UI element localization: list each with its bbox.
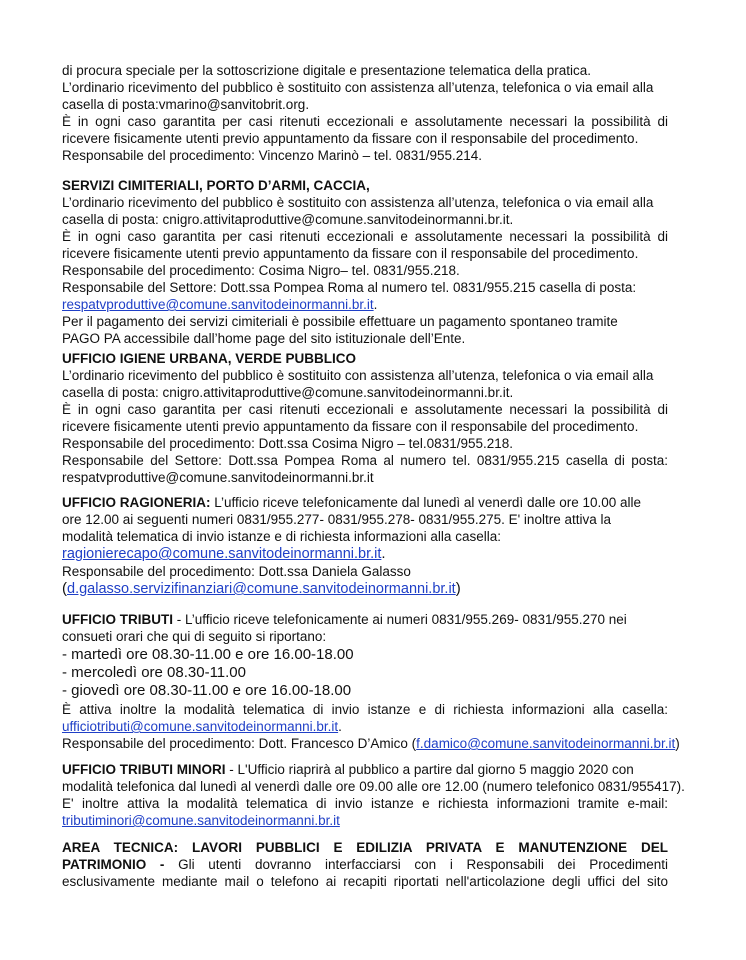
text-line: Per il pagamento dei servizi cimiteriali è possibile effettuare un pagamento spontaneo tramite bbox=[62, 314, 618, 329]
section-heading: SERVIZI CIMITERIALI, PORTO D’ARMI, CACCIA, bbox=[62, 178, 370, 193]
section-heading: UFFICIO IGIENE URBANA, VERDE PUBBLICO bbox=[62, 351, 357, 366]
text-line: È in ogni caso garantita per casi ritenuti eccezionali e assolutamente necessari la possibilità di bbox=[62, 114, 668, 129]
email-line bbox=[62, 296, 377, 313]
section-heading: PATRIMONIO - bbox=[62, 857, 165, 872]
text-line: Responsabile del procedimento: Vincenzo Marinò – tel. 0831/955.214. bbox=[62, 148, 483, 163]
email-link[interactable]: respatvproduttive@comune.sanvitodeinormanni.br.it bbox=[62, 297, 374, 312]
text-line: modalità telematica di invio istanze e di richiesta informazioni alla casella: bbox=[62, 529, 501, 544]
schedule-item: - mercoledì ore 08.30-11.00 bbox=[62, 664, 246, 681]
section-heading: UFFICIO RAGIONERIA: bbox=[62, 495, 211, 510]
punctuation: . bbox=[338, 719, 342, 734]
text-line: E' inoltre attiva la modalità telematica di invio istanze e richiesta informazioni tramite e-mail: bbox=[62, 796, 668, 811]
text-span: L’ufficio riceve telefonicamente dal lunedì al venerdì dalle ore 10.00 alle bbox=[210, 495, 642, 510]
text-line: casella di posta: cnigro.attivitaproduttive@comune.sanvitodeinormanni.br.it. bbox=[62, 212, 514, 227]
text-line bbox=[62, 761, 634, 778]
email-line bbox=[62, 545, 386, 563]
text-line: esclusivamente mediante mail o telefono ai recapiti riportati nell'articolazione degli uffici del sito bbox=[62, 874, 668, 889]
text-span: Gli utenti dovranno interfacciarsi con i Responsabili dei Procedimenti bbox=[164, 857, 668, 872]
punctuation: ) bbox=[675, 736, 680, 751]
text-span: - L’ufficio riceve telefonicamente ai numeri 0831/955.269- 0831/955.270 nei bbox=[173, 612, 627, 627]
schedule-item: - giovedì ore 08.30-11.00 e ore 16.00-18.00 bbox=[62, 682, 352, 699]
text-line: ricevere fisicamente utenti previo appuntamento da fissare con il responsabile del procedimento. bbox=[62, 131, 639, 146]
text-line: di procura speciale per la sottoscrizione digitale e presentazione telematica della pratica. bbox=[62, 63, 592, 78]
email-link[interactable]: d.galasso.servizifinanziari@comune.sanvitodeinormanni.br.it bbox=[67, 581, 456, 597]
text-line: Responsabile del procedimento: Cosima Nigro– tel. 0831/955.218. bbox=[62, 263, 460, 278]
schedule-item: - martedì ore 08.30-11.00 e ore 16.00-18.00 bbox=[62, 646, 354, 663]
email-link[interactable]: tributiminori@comune.sanvitodeinormanni.br.it bbox=[62, 813, 340, 828]
email-link[interactable]: ufficiotributi@comune.sanvitodeinormanni.br.it bbox=[62, 719, 339, 734]
text-line: ricevere fisicamente utenti previo appuntamento da fissare con il responsabile del procedimento. bbox=[62, 246, 639, 261]
text-line: casella di posta:vmarino@sanvitobrit.org. bbox=[62, 97, 310, 112]
text-line: consueti orari che qui di seguito si riportano: bbox=[62, 629, 327, 644]
section-heading: AREA TECNICA: LAVORI PUBBLICI E EDILIZIA PRIVATA E MANUTENZIONE DEL bbox=[62, 840, 668, 855]
text-line: È in ogni caso garantita per casi ritenuti eccezionali e assolutamente necessari la possibilità di bbox=[62, 402, 668, 417]
email-line bbox=[62, 580, 461, 598]
text-line bbox=[62, 494, 641, 511]
email-line bbox=[62, 718, 342, 735]
text-line: casella di posta: cnigro.attivitaproduttive@comune.sanvitodeinormanni.br.it. bbox=[62, 385, 514, 400]
section-heading: UFFICIO TRIBUTI MINORI bbox=[62, 762, 226, 777]
text-line: Responsabile del Settore: Dott.ssa Pompea Roma al numero tel. 0831/955.215 casella di posta: bbox=[62, 280, 637, 295]
text-line: È in ogni caso garantita per casi ritenuti eccezionali e assolutamente necessari la possibilità di bbox=[62, 229, 668, 244]
text-line: Responsabile del procedimento: Dott.ssa Cosima Nigro – tel.0831/955.218. bbox=[62, 436, 514, 451]
text-line: ore 12.00 ai seguenti numeri 0831/955.277- 0831/955.278- 0831/955.275. E' inoltre attiva la bbox=[62, 512, 611, 527]
text-line: Responsabile del Settore: Dott.ssa Pompea Roma al numero tel. 0831/955.215 casella di posta: bbox=[62, 453, 668, 468]
text-line bbox=[62, 735, 680, 752]
email-link[interactable]: f.damico@comune.sanvitodeinormanni.br.it bbox=[416, 736, 676, 751]
text-line: Responsabile del procedimento: Dott.ssa Daniela Galasso bbox=[62, 564, 411, 579]
text-line: L’ordinario ricevimento del pubblico è sostituito con assistenza all’utenza, telefonica o via email alla bbox=[62, 195, 654, 210]
text-line bbox=[62, 856, 668, 873]
email-line bbox=[62, 812, 340, 829]
text-line: ricevere fisicamente utenti previo appuntamento da fissare con il responsabile del procedimento. bbox=[62, 419, 639, 434]
text-line: modalità telefonica dal lunedì al venerdì dalle ore 09.00 alle ore 12.00 (numero telefonico 0831/955417). bbox=[62, 779, 685, 794]
punctuation: ) bbox=[455, 580, 461, 597]
text-span: - L'Ufficio riaprirà al pubblico a partire dal giorno 5 maggio 2020 con bbox=[225, 762, 634, 777]
punctuation: . bbox=[373, 297, 378, 312]
text-line: È attiva inoltre la modalità telematica di invio istanze e di richiesta informazioni alla casella: bbox=[62, 702, 668, 717]
punctuation: ( bbox=[62, 580, 67, 597]
text-line: PAGO PA accessibile dall’home page del sito istituzionale dell’Ente. bbox=[62, 331, 466, 346]
email-link[interactable]: ragionierecapo@comune.sanvitodeinormanni.br.it bbox=[62, 546, 382, 562]
section-heading: UFFICIO TRIBUTI bbox=[62, 612, 173, 627]
text-line: L’ordinario ricevimento del pubblico è sostituito con assistenza all’utenza, telefonica o via email alla bbox=[62, 368, 654, 383]
text-line: L’ordinario ricevimento del pubblico è sostituito con assistenza all’utenza, telefonica o via email alla bbox=[62, 80, 654, 95]
punctuation: . bbox=[381, 545, 386, 562]
text-line: respatvproduttive@comune.sanvitodeinormanni.br.it bbox=[62, 470, 374, 485]
text-span: Responsabile del procedimento: Dott. Francesco D’Amico ( bbox=[62, 736, 417, 751]
text-line bbox=[62, 611, 627, 628]
